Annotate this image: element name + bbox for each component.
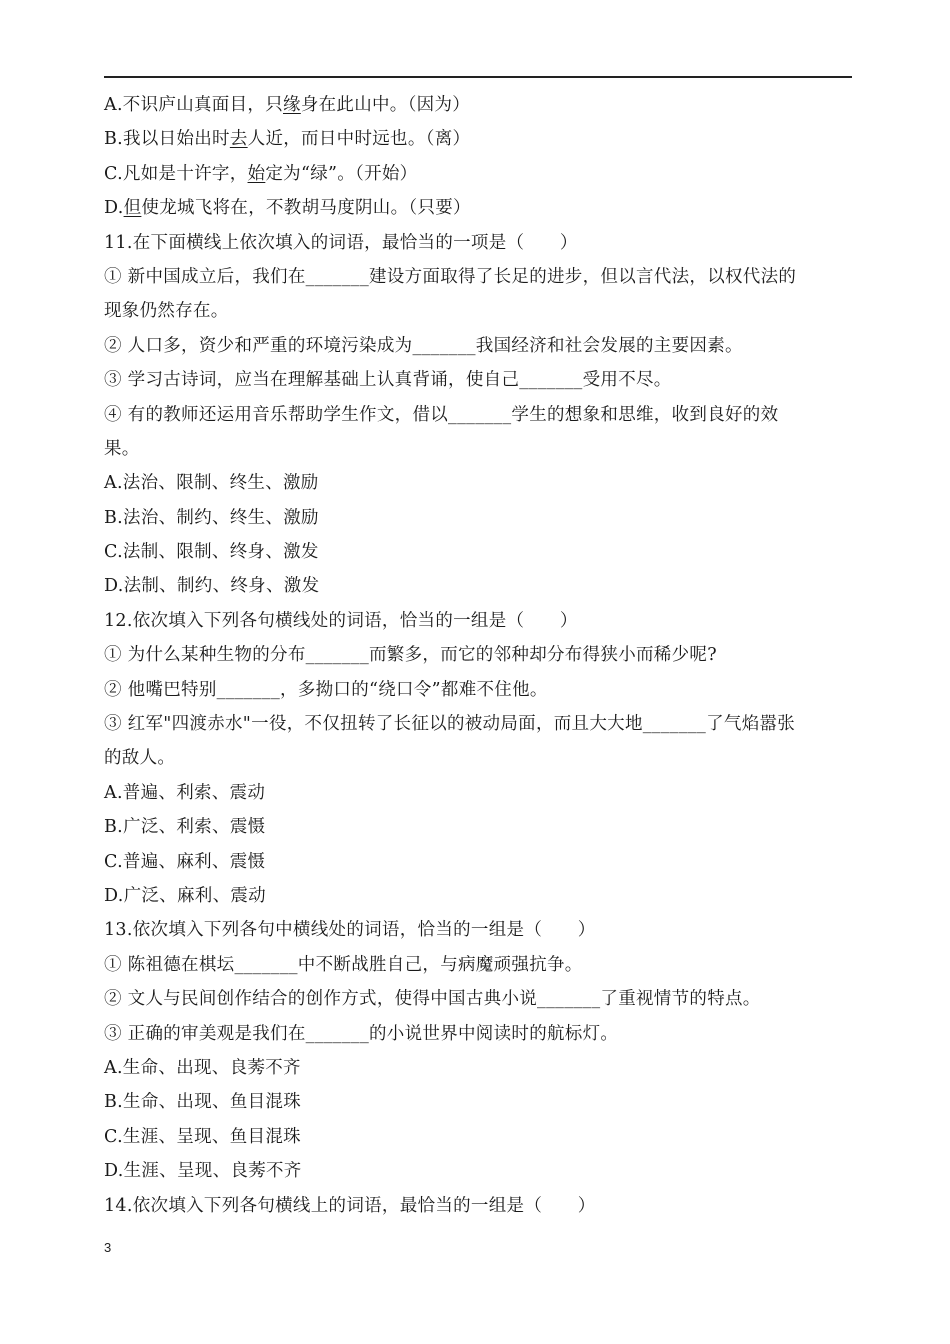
q11-stem: 11.在下面横线上依次填入的词语，最恰当的一项是（ ） bbox=[104, 232, 578, 253]
q12-option-b: B.广泛、利索、震慑 bbox=[104, 817, 266, 838]
q14-stem: 14.依次填入下列各句横线上的词语，最恰当的一组是（ ） bbox=[104, 1195, 596, 1216]
q11-sentence-3: ③ 学习古诗词，应当在理解基础上认真背诵，使自己_______受用不尽。 bbox=[104, 370, 672, 391]
q13-option-b: B.生命、出现、鱼目混珠 bbox=[104, 1092, 302, 1113]
q10-option-b: B.我以日始出时去人近，而日中时远也。（离） bbox=[104, 129, 471, 150]
q13-sentence-2: ② 文人与民间创作结合的创作方式，使得中国古典小说_______了重视情节的特点。 bbox=[104, 989, 761, 1010]
q13-option-d: D.生涯、呈现、良莠不齐 bbox=[104, 1161, 302, 1182]
underlined-word: 但 bbox=[123, 198, 142, 219]
q13-option-a: A.生命、出现、良莠不齐 bbox=[104, 1057, 301, 1078]
q10-option-d: D.但使龙城飞将在，不教胡马度阴山。（只要） bbox=[104, 198, 471, 219]
q11-sentence-1-cont: 现象仍然存在。 bbox=[104, 301, 229, 322]
q11-sentence-4-cont: 果。 bbox=[104, 438, 140, 459]
q10-option-c: C.凡如是十许字，始定为“绿”。（开始） bbox=[104, 163, 418, 184]
q11-option-b: B.法治、制约、终生、激励 bbox=[104, 507, 319, 528]
q12-sentence-3-cont: 的敌人。 bbox=[104, 748, 176, 769]
q12-sentence-1: ① 为什么某种生物的分布_______而繁多，而它的邻种却分布得狭小而稀少呢? bbox=[104, 645, 717, 666]
q11-option-a: A.法治、限制、终生、激励 bbox=[104, 473, 319, 494]
underlined-word: 始 bbox=[247, 163, 266, 184]
q11-sentence-4: ④ 有的教师还运用音乐帮助学生作文，借以_______学生的想象和思维，收到良好的效 bbox=[104, 404, 779, 425]
q11-sentence-2: ② 人口多，资少和严重的环境污染成为_______我国经济和社会发展的主要因素。 bbox=[104, 335, 743, 356]
underlined-word: 缘 bbox=[283, 95, 301, 115]
q13-option-c: C.生涯、呈现、鱼目混珠 bbox=[104, 1126, 301, 1147]
q13-sentence-1: ① 陈祖德在棋坛_______中不断战胜自己，与病魔顽强抗争。 bbox=[104, 954, 583, 975]
q12-sentence-2: ② 他嘴巴特别_______，多拗口的“绕口令”都难不住他。 bbox=[104, 679, 548, 700]
underlined-word: 去 bbox=[229, 129, 248, 150]
q12-option-a: A.普遍、利索、震动 bbox=[104, 782, 266, 803]
q12-option-d: D.广泛、麻利、震动 bbox=[104, 885, 266, 906]
q10-option-a: A.不识庐山真面目，只缘身在此山中。（因为） bbox=[104, 95, 471, 115]
q11-option-c: C.法制、限制、终身、激发 bbox=[104, 542, 319, 563]
q13-stem: 13.依次填入下列各句中横线处的词语，恰当的一组是（ ） bbox=[104, 920, 596, 941]
q12-sentence-3: ③ 红军"四渡赤水"一役，不仅扭转了长征以的被动局面，而且大大地_______了气焰嚣张 bbox=[104, 714, 796, 735]
header-rule bbox=[104, 76, 852, 78]
q11-option-d: D.法制、制约、终身、激发 bbox=[104, 576, 320, 597]
q11-sentence-1: ① 新中国成立后，我们在_______建设方面取得了长足的进步，但以言代法，以权代法的 bbox=[104, 266, 797, 287]
question-text bbox=[104, 88, 852, 1223]
q12-option-c: C.普遍、麻利、震慑 bbox=[104, 851, 266, 872]
q12-stem: 12.依次填入下列各句横线处的词语，恰当的一组是（ ） bbox=[104, 610, 578, 631]
q13-sentence-3: ③ 正确的审美观是我们在_______的小说世界中阅读时的航标灯。 bbox=[104, 1023, 619, 1044]
page-number: 3 bbox=[104, 1240, 112, 1255]
